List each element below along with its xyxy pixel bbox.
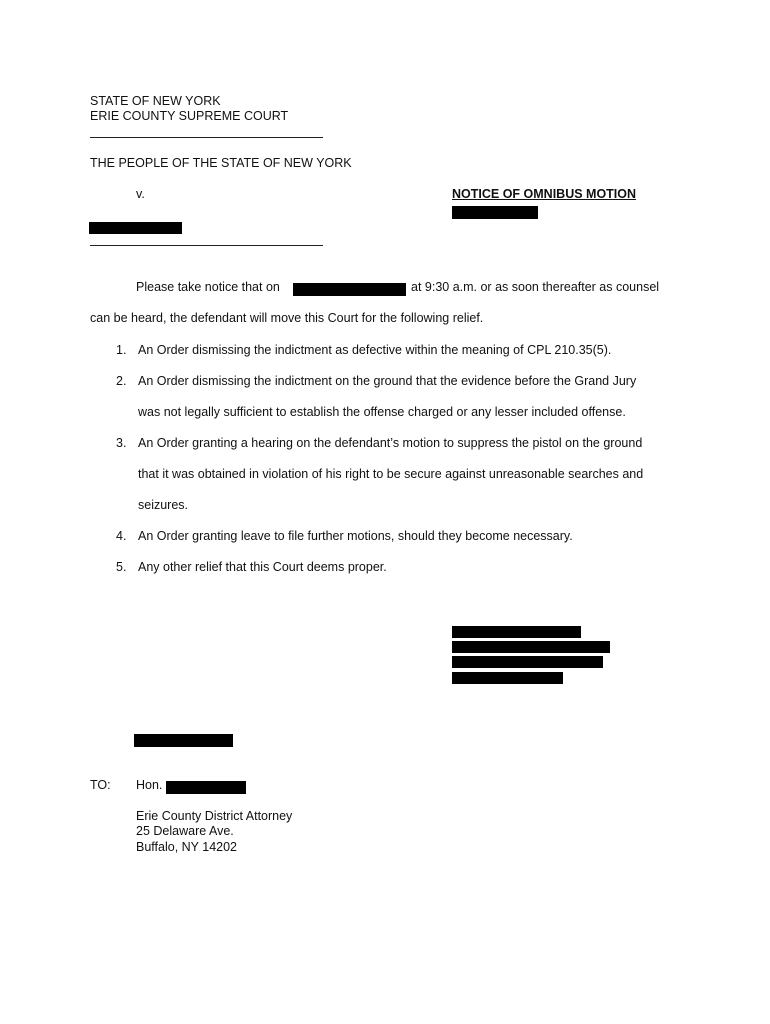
list-item-number: 5. xyxy=(116,560,127,574)
redacted-judge-name xyxy=(166,781,246,794)
notice-text-start: Please take notice that on xyxy=(136,280,280,294)
list-item-text: was not legally sufficient to establish the offense charged or any lesser included offense. xyxy=(138,405,626,419)
court-name-line: ERIE COUNTY SUPREME COURT xyxy=(90,109,289,123)
list-item-text: An Order granting a hearing on the defendant’s motion to suppress the pistol on the ground xyxy=(138,436,643,450)
recipient-office: Erie County District Attorney xyxy=(136,809,293,823)
redacted-attorney-address xyxy=(452,656,603,668)
recipient-street: 25 Delaware Ave. xyxy=(136,824,234,838)
list-item-text: An Order granting leave to file further motions, should they become necessary. xyxy=(138,529,573,543)
list-item-text: seizures. xyxy=(138,498,189,512)
versus-label: v. xyxy=(136,187,145,201)
caption-divider-bottom xyxy=(90,245,323,246)
document-title: NOTICE OF OMNIBUS MOTION xyxy=(452,187,637,201)
redacted-attorney-name xyxy=(452,626,581,638)
list-item-number: 2. xyxy=(116,374,127,388)
to-label: TO: xyxy=(90,778,111,792)
hon-label: Hon. xyxy=(136,778,163,792)
list-item-text: Any other relief that this Court deems proper. xyxy=(138,560,387,574)
notice-text-line2: can be heard, the defendant will move this Court for the following relief. xyxy=(90,311,484,325)
redacted-attorney-city xyxy=(452,672,563,684)
list-item-number: 1. xyxy=(116,343,127,357)
list-item-text: An Order dismissing the indictment on the ground that the evidence before the Grand Jury xyxy=(138,374,637,388)
caption-divider-top xyxy=(90,137,323,138)
redacted-signing-date xyxy=(134,734,233,747)
list-item-text: An Order dismissing the indictment as defective within the meaning of CPL 210.35(5). xyxy=(138,343,612,357)
list-item-number: 4. xyxy=(116,529,127,543)
redacted-hearing-date xyxy=(293,283,406,296)
recipient-city: Buffalo, NY 14202 xyxy=(136,840,238,854)
redacted-defendant-name xyxy=(89,222,182,234)
court-state-line: STATE OF NEW YORK xyxy=(90,94,221,108)
redacted-attorney-firm xyxy=(452,641,610,653)
redacted-index-number xyxy=(452,206,538,219)
notice-text-end: at 9:30 a.m. or as soon thereafter as counsel xyxy=(411,280,660,294)
list-item-text: that it was obtained in violation of his right to be secure against unreasonable searches and xyxy=(138,467,644,481)
list-item-number: 3. xyxy=(116,436,127,450)
people-line: THE PEOPLE OF THE STATE OF NEW YORK xyxy=(90,156,352,170)
